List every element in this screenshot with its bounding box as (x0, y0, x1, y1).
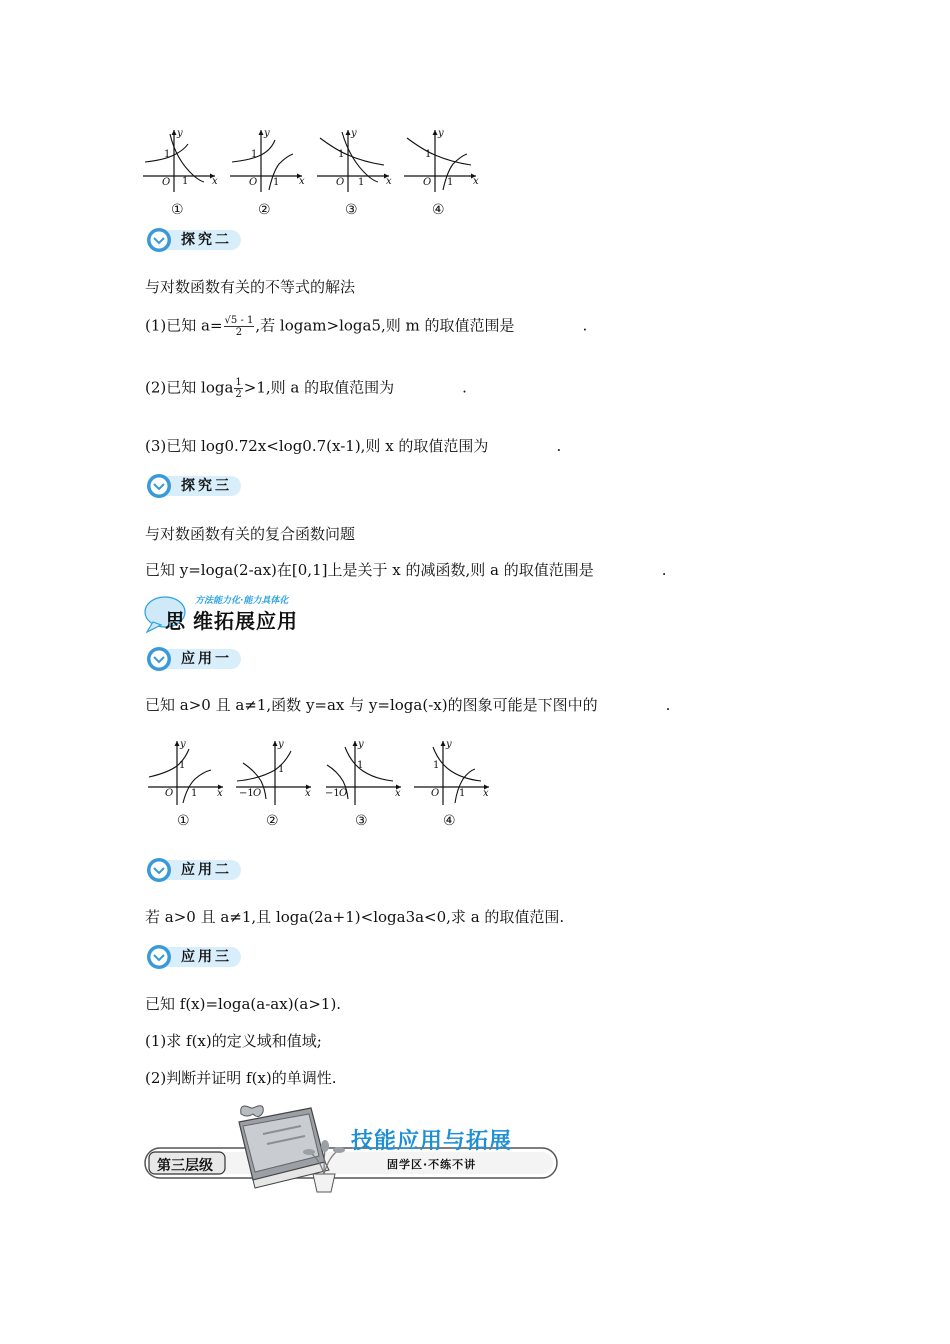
svg-text:1: 1 (358, 177, 365, 188)
svg-text:O: O (165, 788, 174, 799)
level-banner-level: 第三层级 (157, 1158, 213, 1174)
app3-line3: (2)判断并证明 f(x)的单调性. (145, 1069, 337, 1087)
top-g1-one: 1 (164, 149, 171, 160)
q1-end: . (582, 316, 588, 335)
q1-prefix: (1)已知 a= (145, 316, 223, 335)
svg-text:1: 1 (447, 177, 454, 188)
bottom-graph-3 (325, 739, 401, 805)
app3-line2: (1)求 f(x)的定义域和值域; (145, 1032, 322, 1050)
svg-text:1: 1 (273, 177, 280, 188)
svg-text:y: y (180, 739, 186, 750)
bottom-graph-label-3: ③ (355, 813, 368, 829)
svg-text:O: O (253, 788, 262, 799)
svg-text:1: 1 (191, 788, 198, 799)
svg-text:1: 1 (278, 764, 285, 775)
svg-text:y: y (264, 128, 270, 139)
top-graph-1 (143, 128, 218, 192)
q1-frac-num: √5 - 1 (224, 315, 254, 326)
q2-fraction (234, 377, 242, 400)
badge-app3-label: 应用三 (181, 949, 232, 965)
bottom-graph-label-4: ④ (443, 813, 456, 829)
svg-text:1: 1 (357, 760, 364, 771)
badge-app2 (143, 856, 243, 884)
badge-app1 (143, 645, 243, 673)
svg-text:1: 1 (459, 788, 466, 799)
bottom-graph-label-1: ① (177, 813, 190, 829)
top-graph-label-4: ④ (432, 202, 445, 218)
svg-text:y: y (351, 128, 357, 139)
badge-section2 (143, 226, 243, 254)
svg-text:O: O (423, 177, 432, 188)
thinking-banner (143, 592, 323, 634)
section3-text: 已知 y=loga(2-ax)在[0,1]上是关于 x 的减函数,则 a 的取值范围是 (145, 561, 594, 579)
svg-text:x: x (395, 788, 401, 799)
svg-text:O: O (431, 788, 440, 799)
svg-text:1: 1 (338, 149, 345, 160)
thinking-banner-subtitle: 方法能力化·能力具体化 (195, 596, 289, 606)
section2-q2 (145, 377, 467, 400)
bottom-graphs-svg (145, 737, 495, 807)
q1-fraction (224, 315, 255, 338)
svg-text:y: y (358, 739, 364, 750)
top-g1-x: x (212, 176, 218, 187)
section2-q3 (145, 436, 561, 456)
svg-text:1: 1 (251, 149, 258, 160)
top-g1-y: y (177, 128, 183, 139)
thinking-banner-char: 思 (165, 609, 185, 633)
svg-text:−1: −1 (325, 788, 340, 799)
badge-app2-label: 应用二 (181, 862, 232, 878)
thinking-banner-title: 维拓展应用 (193, 609, 298, 633)
q3-text: (3)已知 log0.72x<log0.7(x-1),则 x 的取值范围为 (145, 437, 489, 455)
section3-question (145, 560, 667, 580)
bottom-graph-2 (236, 739, 311, 805)
top-graph-3 (317, 128, 392, 192)
svg-text:−1: −1 (239, 788, 254, 799)
section2-q1 (145, 315, 587, 338)
app1-end: . (665, 696, 671, 714)
svg-text:O: O (339, 788, 348, 799)
bottom-graph-4 (414, 739, 489, 805)
q2-end: . (462, 378, 467, 397)
svg-text:x: x (305, 788, 311, 799)
q3-end: . (556, 437, 562, 455)
q1-frac-den: 2 (235, 327, 243, 338)
q1-suffix: ,若 logam>loga5,则 m 的取值范围是 (255, 316, 515, 335)
svg-text:O: O (336, 177, 345, 188)
level-banner (143, 1100, 563, 1195)
badge-app1-label: 应用一 (181, 651, 232, 667)
level-banner-subtitle: 固学区·不练不讲 (387, 1158, 477, 1171)
top-graph-4 (404, 128, 479, 192)
svg-text:x: x (299, 176, 305, 187)
svg-text:1: 1 (179, 760, 186, 771)
section2-title: 与对数函数有关的不等式的解法 (145, 278, 356, 296)
top-graph-label-3: ③ (345, 202, 358, 218)
q2-suffix: >1,则 a 的取值范围为 (243, 378, 395, 397)
section3-title: 与对数函数有关的复合函数问题 (145, 525, 356, 543)
svg-text:y: y (446, 739, 452, 750)
top-graph-label-1: ① (171, 202, 184, 218)
q2-prefix: (2)已知 loga (145, 378, 234, 397)
top-g1-one-x: 1 (182, 176, 189, 187)
bottom-graph-label-2: ② (266, 813, 279, 829)
top-g1-o: O (162, 177, 171, 188)
q2-frac-num: 1 (235, 377, 242, 388)
section3-end: . (661, 561, 667, 579)
bottom-graph-1 (148, 739, 223, 805)
badge-app3 (143, 943, 243, 971)
q2-frac-den: 2 (235, 389, 242, 400)
svg-text:O: O (249, 177, 258, 188)
svg-text:y: y (278, 739, 284, 750)
top-graph-label-2: ② (258, 202, 271, 218)
svg-text:1: 1 (433, 760, 440, 771)
bottom-graphs (145, 737, 495, 837)
top-graphs-svg (140, 124, 490, 194)
svg-text:y: y (438, 128, 444, 139)
badge-section3 (143, 472, 243, 500)
badge-section3-label: 探究三 (181, 478, 232, 494)
svg-text:x: x (386, 176, 392, 187)
app3-line1: 已知 f(x)=loga(a-ax)(a>1). (145, 995, 342, 1013)
app1-question (145, 695, 670, 715)
level-banner-title: 技能应用与拓展 (351, 1129, 513, 1154)
svg-text:1: 1 (425, 149, 432, 160)
svg-text:x: x (473, 176, 479, 187)
top-graphs (140, 124, 490, 224)
svg-text:x: x (483, 788, 489, 799)
top-graph-2 (230, 128, 305, 192)
badge-section2-label: 探究二 (181, 232, 232, 248)
app1-text: 已知 a>0 且 a≠1,函数 y=ax 与 y=loga(-x)的图象可能是下图中的 (145, 696, 598, 714)
app2-text: 若 a>0 且 a≠1,且 loga(2a+1)<loga3a<0,求 a 的取值范围. (145, 908, 565, 926)
svg-text:x: x (217, 788, 223, 799)
